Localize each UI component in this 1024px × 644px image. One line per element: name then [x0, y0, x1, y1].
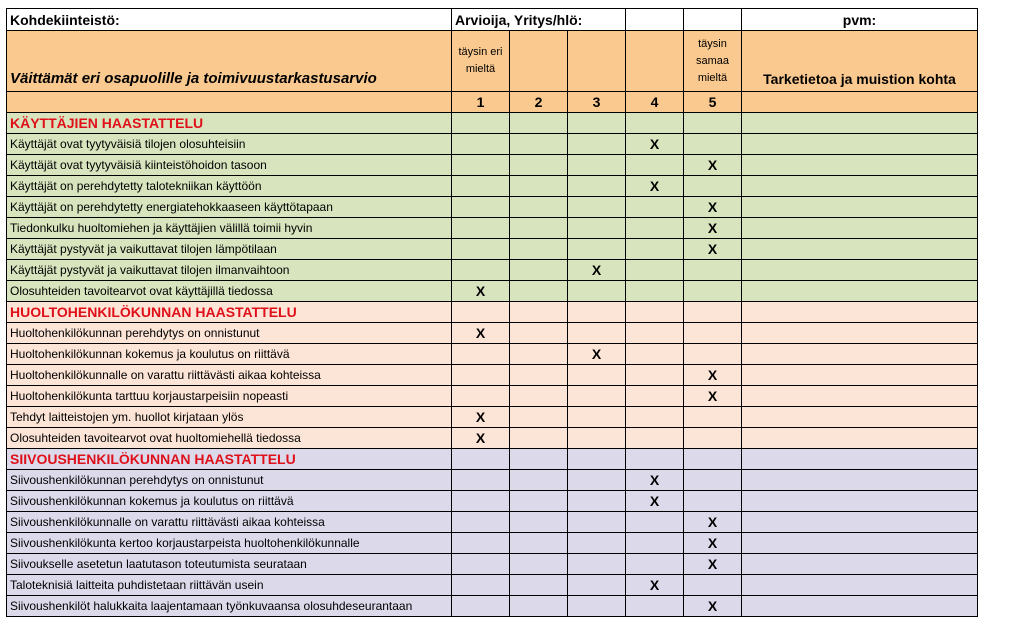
table-row	[7, 323, 978, 344]
notes-cell[interactable]	[742, 344, 978, 365]
score-cell-1[interactable]	[452, 344, 510, 365]
score-cell-1[interactable]	[452, 365, 510, 386]
score-mark: X	[591, 262, 602, 278]
scale-low-label	[452, 31, 510, 92]
score-cell-4[interactable]	[626, 197, 684, 218]
table-row	[7, 470, 978, 491]
notes-cell[interactable]	[742, 323, 978, 344]
score-cell[interactable]	[626, 302, 684, 323]
statement-text: Huoltohenkilökunnan perehdytys on onnistunut	[7, 323, 452, 344]
notes-cell[interactable]	[742, 575, 978, 596]
score-cell-5[interactable]	[684, 491, 742, 512]
score-cell-4[interactable]	[626, 575, 684, 596]
assessment-table	[6, 8, 978, 617]
score-mark: X	[707, 241, 718, 257]
score-cell-3[interactable]	[568, 386, 626, 407]
scale-high-line: täysin	[698, 37, 727, 50]
score-cell[interactable]	[568, 302, 626, 323]
score-cell-3[interactable]	[568, 428, 626, 449]
statement-text: Käyttäjät pystyvät ja vaikuttavat tilojen lämpötilaan	[7, 239, 452, 260]
score-cell-2[interactable]	[510, 281, 568, 302]
score-cell-2[interactable]	[510, 365, 568, 386]
score-mark: X	[707, 220, 718, 236]
score-cell-1[interactable]	[452, 407, 510, 428]
score-cell-3[interactable]	[568, 239, 626, 260]
scale-high-line: mieltä	[697, 71, 728, 84]
statement-text: Siivoushenkilökunnan kokemus ja koulutus on riittävä	[7, 491, 452, 512]
score-cell[interactable]	[510, 449, 568, 470]
statement-text: Huoltohenkilökunnalle on varattu riittävästi aikaa kohteissa	[7, 365, 452, 386]
score-cell-5[interactable]	[684, 155, 742, 176]
score-cell-3[interactable]	[568, 407, 626, 428]
score-cell-2[interactable]	[510, 533, 568, 554]
score-cell-1[interactable]	[452, 554, 510, 575]
score-cell-4[interactable]	[626, 512, 684, 533]
score-cell-1[interactable]	[452, 218, 510, 239]
scale-low-line: mieltä	[465, 63, 496, 75]
score-cell-1[interactable]	[452, 155, 510, 176]
statement-text: Käyttäjät pystyvät ja vaikuttavat tilojen ilmanvaihtoon	[7, 260, 452, 281]
statement-text: Tehdyt laitteistojen ym. huollot kirjataan ylös	[7, 407, 452, 428]
notes-cell[interactable]	[742, 428, 978, 449]
score-cell-2[interactable]	[510, 155, 568, 176]
score-cell-4[interactable]	[626, 407, 684, 428]
score-cell-1[interactable]	[452, 260, 510, 281]
table-row	[7, 365, 978, 386]
score-cell-5[interactable]	[684, 134, 742, 155]
score-mark: X	[475, 325, 486, 341]
score-cell-2[interactable]	[510, 491, 568, 512]
notes-cell[interactable]	[742, 281, 978, 302]
notes-cell[interactable]	[742, 113, 978, 134]
score-cell-5[interactable]	[684, 323, 742, 344]
notes-cell[interactable]	[742, 449, 978, 470]
score-mark: X	[707, 598, 718, 614]
score-cell[interactable]	[626, 449, 684, 470]
table-row	[7, 239, 978, 260]
table-row	[7, 176, 978, 197]
header-row	[7, 31, 978, 92]
score-cell-2[interactable]	[510, 407, 568, 428]
score-cell-2[interactable]	[510, 554, 568, 575]
score-cell-5[interactable]	[684, 533, 742, 554]
score-cell[interactable]	[510, 302, 568, 323]
score-cell-4[interactable]	[626, 365, 684, 386]
statement-text: Käyttäjät ovat tyytyväisiä tilojen olosuhteisiin	[7, 134, 452, 155]
score-cell[interactable]	[684, 302, 742, 323]
notes-cell[interactable]	[742, 407, 978, 428]
table-row	[7, 533, 978, 554]
score-cell[interactable]	[452, 113, 510, 134]
empty-header-cell	[742, 92, 978, 113]
score-cell-5[interactable]	[684, 386, 742, 407]
score-cell-1[interactable]	[452, 533, 510, 554]
score-mark: X	[649, 136, 660, 152]
score-mark: X	[649, 472, 660, 488]
score-cell-4[interactable]	[626, 596, 684, 617]
property-label[interactable]: Kohdekiinteistö:	[7, 9, 452, 31]
table-row	[7, 575, 978, 596]
score-cell-3[interactable]	[568, 155, 626, 176]
score-cell-5[interactable]	[684, 365, 742, 386]
score-cell-1[interactable]	[452, 134, 510, 155]
empty-header-cell	[510, 31, 568, 92]
score-cell-4[interactable]	[626, 239, 684, 260]
notes-cell[interactable]	[742, 596, 978, 617]
score-cell-3[interactable]	[568, 323, 626, 344]
score-mark: X	[649, 493, 660, 509]
section-title: SIIVOUSHENKILÖKUNNAN HAASTATTELU	[7, 449, 452, 470]
table-row	[7, 512, 978, 533]
statement-text: Olosuhteiden tavoitearvot ovat huoltomiehellä tiedossa	[7, 428, 452, 449]
score-cell-3[interactable]	[568, 134, 626, 155]
score-cell-5[interactable]	[684, 554, 742, 575]
score-cell[interactable]	[568, 113, 626, 134]
score-cell-4[interactable]	[626, 176, 684, 197]
notes-cell[interactable]	[742, 176, 978, 197]
score-cell-3[interactable]	[568, 365, 626, 386]
statement-text: Siivoukselle asetetun laatutason toteutumista seurataan	[7, 554, 452, 575]
table-row	[7, 134, 978, 155]
table-title: Väittämät eri osapuolille ja toimivuustarkastusarvio	[7, 31, 452, 92]
score-mark: X	[475, 283, 486, 299]
empty-cell[interactable]	[626, 9, 684, 31]
scale-number-row	[7, 92, 978, 113]
score-mark: X	[707, 367, 718, 383]
statement-text: Huoltohenkilökunta tarttuu korjaustarpeisiin nopeasti	[7, 386, 452, 407]
score-cell-5[interactable]	[684, 512, 742, 533]
score-cell-4[interactable]	[626, 323, 684, 344]
score-cell-1[interactable]	[452, 470, 510, 491]
score-cell-1[interactable]	[452, 491, 510, 512]
notes-cell[interactable]	[742, 260, 978, 281]
score-cell-3[interactable]	[568, 512, 626, 533]
notes-cell[interactable]	[742, 533, 978, 554]
score-cell-3[interactable]	[568, 533, 626, 554]
score-cell[interactable]	[684, 113, 742, 134]
score-cell-3[interactable]	[568, 491, 626, 512]
notes-cell[interactable]	[742, 491, 978, 512]
assessor-label[interactable]: Arvioija, Yritys/hlö:	[452, 9, 626, 31]
score-cell-4[interactable]	[626, 218, 684, 239]
table-row	[7, 596, 978, 617]
score-cell-2[interactable]	[510, 596, 568, 617]
section-header-row	[7, 113, 978, 134]
table-row	[7, 491, 978, 512]
statement-text: Siivoushenkilökunta kertoo korjaustarpeista huoltohenkilökunnalle	[7, 533, 452, 554]
score-cell-5[interactable]	[684, 470, 742, 491]
score-cell-3[interactable]	[568, 344, 626, 365]
date-label[interactable]: pvm:	[742, 9, 978, 31]
score-cell-1[interactable]	[452, 239, 510, 260]
score-mark: X	[475, 430, 486, 446]
score-cell-2[interactable]	[510, 323, 568, 344]
score-cell-1[interactable]	[452, 596, 510, 617]
score-cell-2[interactable]	[510, 239, 568, 260]
empty-header-cell	[568, 31, 626, 92]
statement-text: Taloteknisiä laitteita puhdistetaan riittävän usein	[7, 575, 452, 596]
score-cell-1[interactable]	[452, 512, 510, 533]
score-cell-1[interactable]	[452, 386, 510, 407]
score-cell-1[interactable]	[452, 428, 510, 449]
score-cell-3[interactable]	[568, 554, 626, 575]
statement-text: Siivoushenkilökunnan perehdytys on onnistunut	[7, 470, 452, 491]
section-title: HUOLTOHENKILÖKUNNAN HAASTATTELU	[7, 302, 452, 323]
score-cell-4[interactable]	[626, 491, 684, 512]
table-row	[7, 260, 978, 281]
score-mark: X	[591, 346, 602, 362]
scale-number: 3	[568, 92, 626, 113]
score-cell-4[interactable]	[626, 428, 684, 449]
notes-cell[interactable]	[742, 197, 978, 218]
score-cell-2[interactable]	[510, 218, 568, 239]
score-mark: X	[707, 556, 718, 572]
table-row	[7, 386, 978, 407]
notes-cell[interactable]	[742, 554, 978, 575]
score-cell-4[interactable]	[626, 281, 684, 302]
score-cell-5[interactable]	[684, 218, 742, 239]
info-row	[7, 9, 978, 31]
score-cell-4[interactable]	[626, 260, 684, 281]
score-cell-5[interactable]	[684, 197, 742, 218]
notes-cell[interactable]	[742, 470, 978, 491]
score-mark: X	[649, 178, 660, 194]
score-cell-4[interactable]	[626, 344, 684, 365]
score-cell-3[interactable]	[568, 218, 626, 239]
score-cell[interactable]	[626, 113, 684, 134]
score-cell[interactable]	[510, 113, 568, 134]
section-header-row	[7, 449, 978, 470]
score-mark: X	[707, 388, 718, 404]
notes-cell[interactable]	[742, 302, 978, 323]
score-cell-4[interactable]	[626, 155, 684, 176]
score-mark: X	[707, 535, 718, 551]
score-cell-2[interactable]	[510, 428, 568, 449]
score-cell-4[interactable]	[626, 554, 684, 575]
notes-cell[interactable]	[742, 386, 978, 407]
score-cell-3[interactable]	[568, 260, 626, 281]
score-cell-1[interactable]	[452, 197, 510, 218]
notes-cell[interactable]	[742, 218, 978, 239]
score-cell-2[interactable]	[510, 260, 568, 281]
scale-low-line: täysin eri	[458, 46, 503, 58]
statement-text: Olosuhteiden tavoitearvot ovat käyttäjillä tiedossa	[7, 281, 452, 302]
score-cell-5[interactable]	[684, 239, 742, 260]
score-cell-2[interactable]	[510, 470, 568, 491]
score-cell-2[interactable]	[510, 134, 568, 155]
score-cell-2[interactable]	[510, 197, 568, 218]
empty-cell[interactable]	[684, 9, 742, 31]
score-cell-5[interactable]	[684, 407, 742, 428]
scale-number: 2	[510, 92, 568, 113]
notes-header: Tarketietoa ja muistion kohta	[742, 31, 978, 92]
score-cell-5[interactable]	[684, 596, 742, 617]
score-mark: X	[707, 199, 718, 215]
statement-text: Käyttäjät on perehdytetty energiatehokkaaseen käyttötapaan	[7, 197, 452, 218]
score-cell-3[interactable]	[568, 176, 626, 197]
score-cell[interactable]	[452, 302, 510, 323]
statement-text: Huoltohenkilökunnan kokemus ja koulutus on riittävä	[7, 344, 452, 365]
score-cell-3[interactable]	[568, 470, 626, 491]
empty-header-cell	[626, 31, 684, 92]
statement-text: Tiedonkulku huoltomiehen ja käyttäjien välillä toimii hyvin	[7, 218, 452, 239]
scale-number: 5	[684, 92, 742, 113]
score-cell-2[interactable]	[510, 344, 568, 365]
section-header-row	[7, 302, 978, 323]
score-cell-5[interactable]	[684, 281, 742, 302]
score-cell-4[interactable]	[626, 533, 684, 554]
score-cell-5[interactable]	[684, 575, 742, 596]
table-row	[7, 197, 978, 218]
notes-cell[interactable]	[742, 134, 978, 155]
statement-text: Käyttäjät ovat tyytyväisiä kiinteistöhoidon tasoon	[7, 155, 452, 176]
score-cell-1[interactable]	[452, 323, 510, 344]
score-cell[interactable]	[568, 449, 626, 470]
score-cell-3[interactable]	[568, 281, 626, 302]
notes-cell[interactable]	[742, 512, 978, 533]
scale-number: 1	[452, 92, 510, 113]
score-cell-1[interactable]	[452, 176, 510, 197]
score-cell-3[interactable]	[568, 596, 626, 617]
section-title: KÄYTTÄJIEN HAASTATTELU	[7, 113, 452, 134]
statement-text: Siivoushenkilöt halukkaita laajentamaan työnkuvaansa olosuhdeseurantaan	[7, 596, 452, 617]
notes-cell[interactable]	[742, 155, 978, 176]
score-cell-1[interactable]	[452, 575, 510, 596]
scale-high-line: samaa	[695, 54, 730, 67]
score-mark: X	[707, 514, 718, 530]
score-cell-5[interactable]	[684, 176, 742, 197]
score-cell-2[interactable]	[510, 386, 568, 407]
empty-header-cell	[7, 92, 452, 113]
score-cell-1[interactable]	[452, 281, 510, 302]
score-cell-5[interactable]	[684, 428, 742, 449]
score-cell-5[interactable]	[684, 260, 742, 281]
score-cell-5[interactable]	[684, 344, 742, 365]
score-cell[interactable]	[452, 449, 510, 470]
score-mark: X	[649, 577, 660, 593]
table-row	[7, 281, 978, 302]
table-row	[7, 344, 978, 365]
score-cell-4[interactable]	[626, 134, 684, 155]
statement-text: Siivoushenkilökunnalle on varattu riittävästi aikaa kohteissa	[7, 512, 452, 533]
table-row	[7, 428, 978, 449]
score-cell-2[interactable]	[510, 575, 568, 596]
score-cell-4[interactable]	[626, 386, 684, 407]
score-cell-3[interactable]	[568, 197, 626, 218]
table-row	[7, 218, 978, 239]
statement-text: Käyttäjät on perehdytetty talotekniikan käyttöön	[7, 176, 452, 197]
notes-cell[interactable]	[742, 239, 978, 260]
score-mark: X	[475, 409, 486, 425]
score-cell[interactable]	[684, 449, 742, 470]
score-cell-2[interactable]	[510, 176, 568, 197]
scale-number: 4	[626, 92, 684, 113]
score-cell-4[interactable]	[626, 470, 684, 491]
notes-cell[interactable]	[742, 365, 978, 386]
table-row	[7, 554, 978, 575]
score-cell-2[interactable]	[510, 512, 568, 533]
score-mark: X	[707, 157, 718, 173]
scale-high-label	[684, 31, 742, 92]
table-row	[7, 407, 978, 428]
table-row	[7, 155, 978, 176]
score-cell-3[interactable]	[568, 575, 626, 596]
